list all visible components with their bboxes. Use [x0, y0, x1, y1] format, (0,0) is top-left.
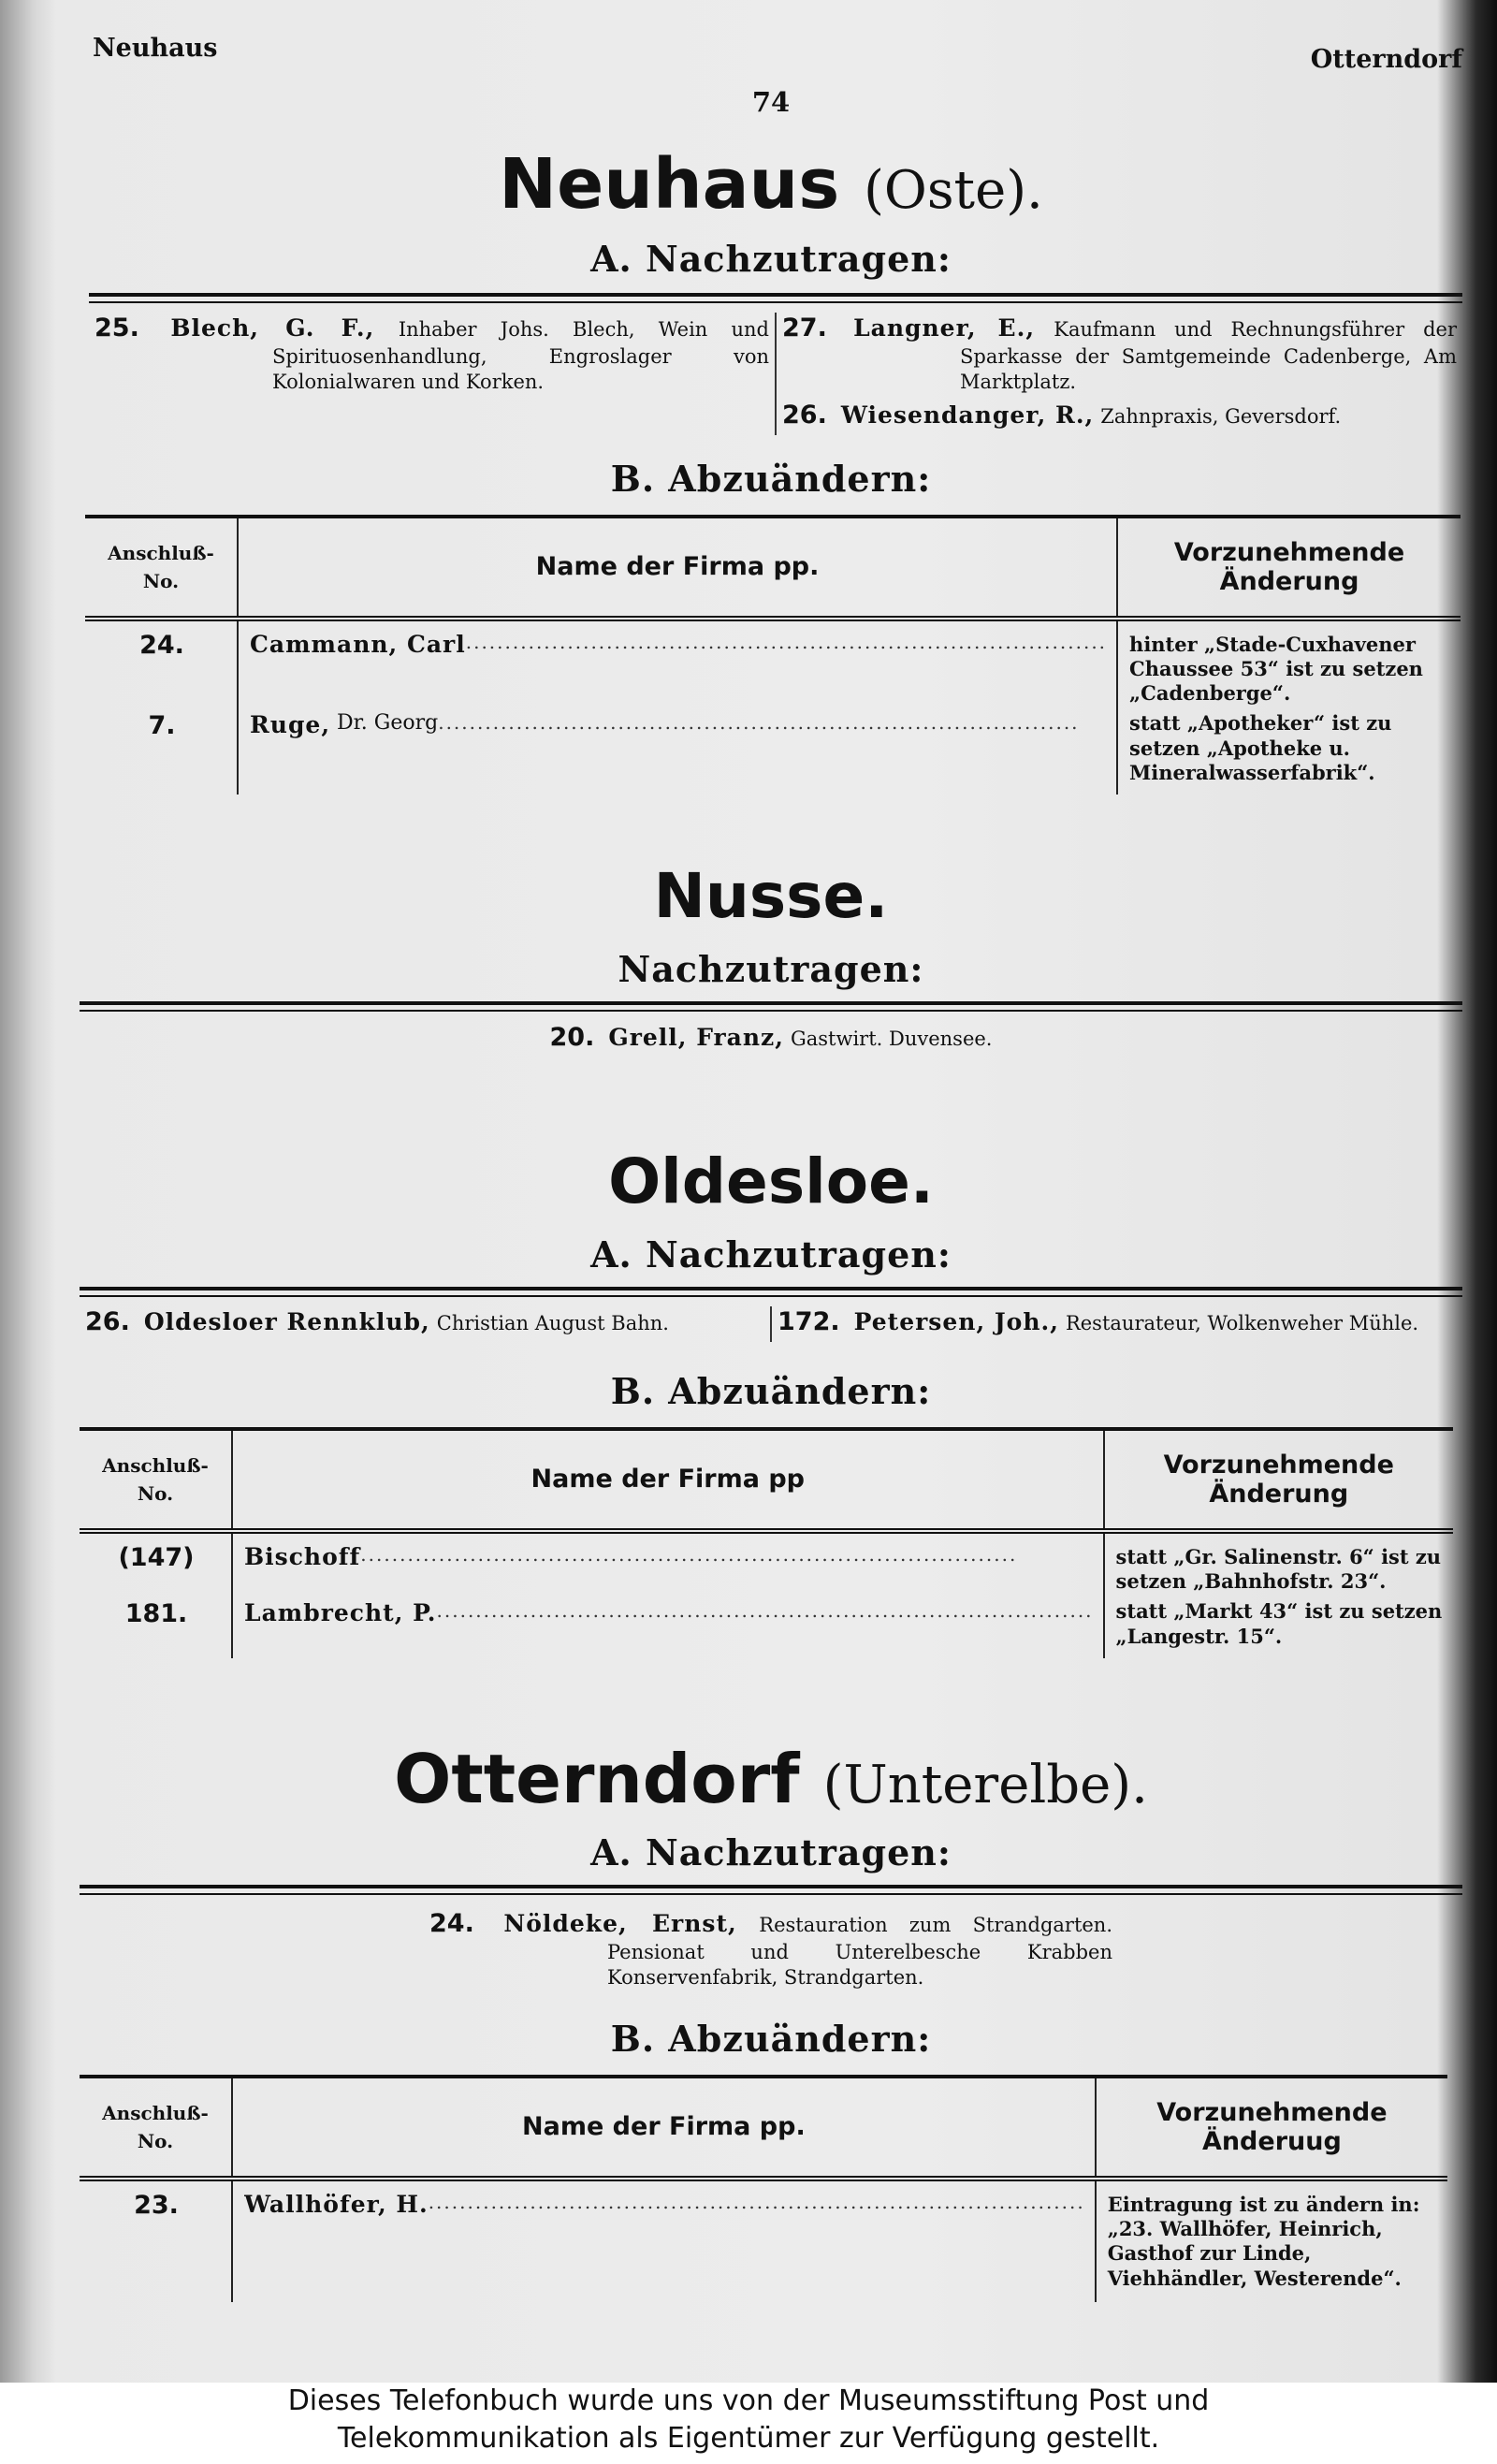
new-entries — [89, 313, 1462, 435]
entry-number: 26. — [782, 400, 827, 430]
section-neuhaus — [80, 144, 1462, 795]
town-name: Nusse. — [653, 860, 889, 932]
town-name: Oldesloe. — [608, 1145, 934, 1217]
town-subtitle: (Unterelbe). — [822, 1755, 1148, 1815]
cell-number: 7. — [148, 711, 176, 741]
list-item — [94, 313, 769, 396]
entries-left-column — [89, 313, 775, 435]
column-header-name: Name der Firma pp — [232, 1429, 1104, 1531]
table-row — [80, 1531, 1453, 1596]
footer-line: Telekommunikation als Eigentümer zur Verfügung gestellt. — [337, 2422, 1160, 2455]
directory-page — [80, 19, 1462, 2377]
list-item — [85, 1306, 764, 1338]
table-header-row — [80, 2077, 1447, 2179]
column-header-anschluss: Anschluß- No. — [102, 1453, 209, 1505]
cell-number: 24. — [139, 630, 184, 660]
nachzutragen-heading: Nachzutragen: — [618, 948, 924, 990]
cell-number: 23. — [134, 2190, 179, 2220]
entry-description: Gastwirt. Duvensee. — [790, 1028, 993, 1050]
section-nusse — [80, 860, 1462, 1056]
cell-change: statt „Markt 43“ ist zu setzen „Langestr. 15“. — [1104, 1596, 1453, 1658]
entries-right-column — [777, 313, 1462, 435]
table-row — [80, 1596, 1453, 1658]
town-subtitle: (Oste). — [864, 160, 1043, 221]
attribution-footer — [0, 2383, 1497, 2464]
column-header-anschluss: Anschluß- No. — [102, 2101, 209, 2152]
column-header-name: Name der Firma pp. — [238, 517, 1117, 619]
entry-number: 172. — [778, 1307, 840, 1336]
entry-name: Blech, G. F., — [170, 314, 375, 342]
entry-name: Oldesloer Rennklub, — [143, 1308, 430, 1335]
cell-name: Bischoff .................................................................................... — [232, 1531, 1104, 1596]
abzuaendern-heading: B. Abzuändern: — [610, 2017, 932, 2060]
new-entries — [80, 1306, 1462, 1342]
double-rule — [80, 1885, 1462, 1895]
entry-number: 20. — [549, 1023, 595, 1052]
changes-table — [80, 2075, 1447, 2302]
entry-name: Petersen, Joh., — [853, 1308, 1059, 1335]
entry-name: Grell, Franz, — [608, 1024, 784, 1051]
entry-number: 26. — [85, 1307, 130, 1336]
entries-right-column — [772, 1306, 1462, 1342]
cell-change: hinter „Stade-Cuxhavener Chaussee 53“ ist zu setzen „Cadenberge“. — [1117, 619, 1461, 708]
running-head-right: Otterndorf — [1310, 45, 1462, 74]
section-otterndorf — [80, 1740, 1462, 2302]
cell-name: Cammann, Carl .................................................................................. — [238, 619, 1117, 708]
entry-description: Zahnpraxis, Geversdorf. — [1100, 404, 1342, 428]
changes-table — [80, 1427, 1453, 1658]
column-header-anschluss: Anschluß- No. — [108, 541, 214, 592]
cell-change: Eintragung ist zu ändern in: „23. Wallhöfer, Heinrich, Gasthof zur Linde, Viehhändler, Westerende“. — [1096, 2179, 1447, 2302]
double-rule — [89, 293, 1462, 303]
abzuaendern-heading: B. Abzuändern: — [610, 1369, 932, 1412]
entry-name: Nöldeke, Ernst, — [503, 1910, 737, 1937]
entry-name: Langner, E., — [853, 314, 1036, 342]
cell-change: statt „Apotheker“ ist zu setzen „Apotheke u. Mineralwasserfabrik“. — [1117, 707, 1461, 795]
section-title — [80, 1740, 1462, 1818]
list-item — [782, 313, 1457, 396]
table-header-row — [85, 517, 1461, 619]
double-rule — [80, 1287, 1462, 1297]
cell-name: Ruge, Dr. Georg .................................................................................. — [238, 707, 1117, 795]
entry-description: Christian August Bahn. — [436, 1312, 669, 1334]
page-binding-shadow — [0, 0, 56, 2383]
column-header-change: Vorzunehmende Änderuug — [1096, 2077, 1447, 2179]
column-header-change: Vorzunehmende Änderung — [1104, 1429, 1453, 1531]
entry-description: Restauration zum Strandgarten. Pensionat und Unterelbesche Krabben Konservenfabrik, Strandgarten. — [607, 1914, 1113, 1990]
entry-description: Inhaber Johs. Blech, Wein und Spirituosenhandlung, Engroslager von Kolonialwaren und Korken. — [272, 318, 769, 394]
table-row — [80, 2179, 1447, 2302]
nachzutragen-heading: A. Nachzutragen: — [590, 1233, 952, 1276]
column-header-change: Vorzunehmende Änderung — [1117, 517, 1461, 619]
section-title — [80, 144, 1462, 225]
list-item — [782, 400, 1457, 431]
entry-name: Wiesendanger, R., — [840, 401, 1095, 429]
column-header-name: Name der Firma pp. — [232, 2077, 1096, 2179]
entry-number: 24. — [429, 1909, 474, 1938]
list-item — [80, 1023, 1462, 1052]
running-head-left: Neuhaus — [93, 34, 218, 63]
cell-change: statt „Gr. Salinenstr. 6“ ist zu setzen „Bahnhofstr. 23“. — [1104, 1531, 1453, 1596]
cell-number: 181. — [124, 1599, 188, 1629]
table-header-row — [80, 1429, 1453, 1531]
cell-name: Lambrecht, P. .................................................................................... — [232, 1596, 1104, 1658]
entry-description: Restaurateur, Wolkenweher Mühle. — [1065, 1312, 1419, 1334]
section-oldesloe — [80, 1145, 1462, 1658]
town-name: Neuhaus — [499, 144, 840, 225]
table-row — [85, 707, 1461, 795]
list-item — [429, 1908, 1112, 1991]
cell-number: (147) — [118, 1542, 195, 1572]
double-rule — [80, 1001, 1462, 1012]
page-number: 74 — [751, 86, 791, 118]
entry-description: Kaufmann und Rechnungsführer der Sparkasse der Samtgemeinde Cadenberge, Am Marktplatz. — [960, 318, 1457, 394]
entries-left-column — [80, 1306, 770, 1342]
table-row — [85, 619, 1461, 708]
entry-number: 27. — [782, 313, 827, 343]
town-name: Otterndorf — [394, 1740, 800, 1818]
footer-line: Dieses Telefonbuch wurde uns von der Museumsstiftung Post und — [287, 2384, 1210, 2417]
changes-table — [85, 515, 1461, 795]
entry-number: 25. — [94, 313, 139, 343]
cell-name: Wallhöfer, H. .................................................................................... — [232, 2179, 1096, 2302]
list-item — [778, 1306, 1457, 1338]
nachzutragen-heading: A. Nachzutragen: — [590, 1831, 952, 1874]
nachzutragen-heading: A. Nachzutragen: — [590, 238, 952, 280]
abzuaendern-heading: B. Abzuändern: — [610, 457, 932, 500]
